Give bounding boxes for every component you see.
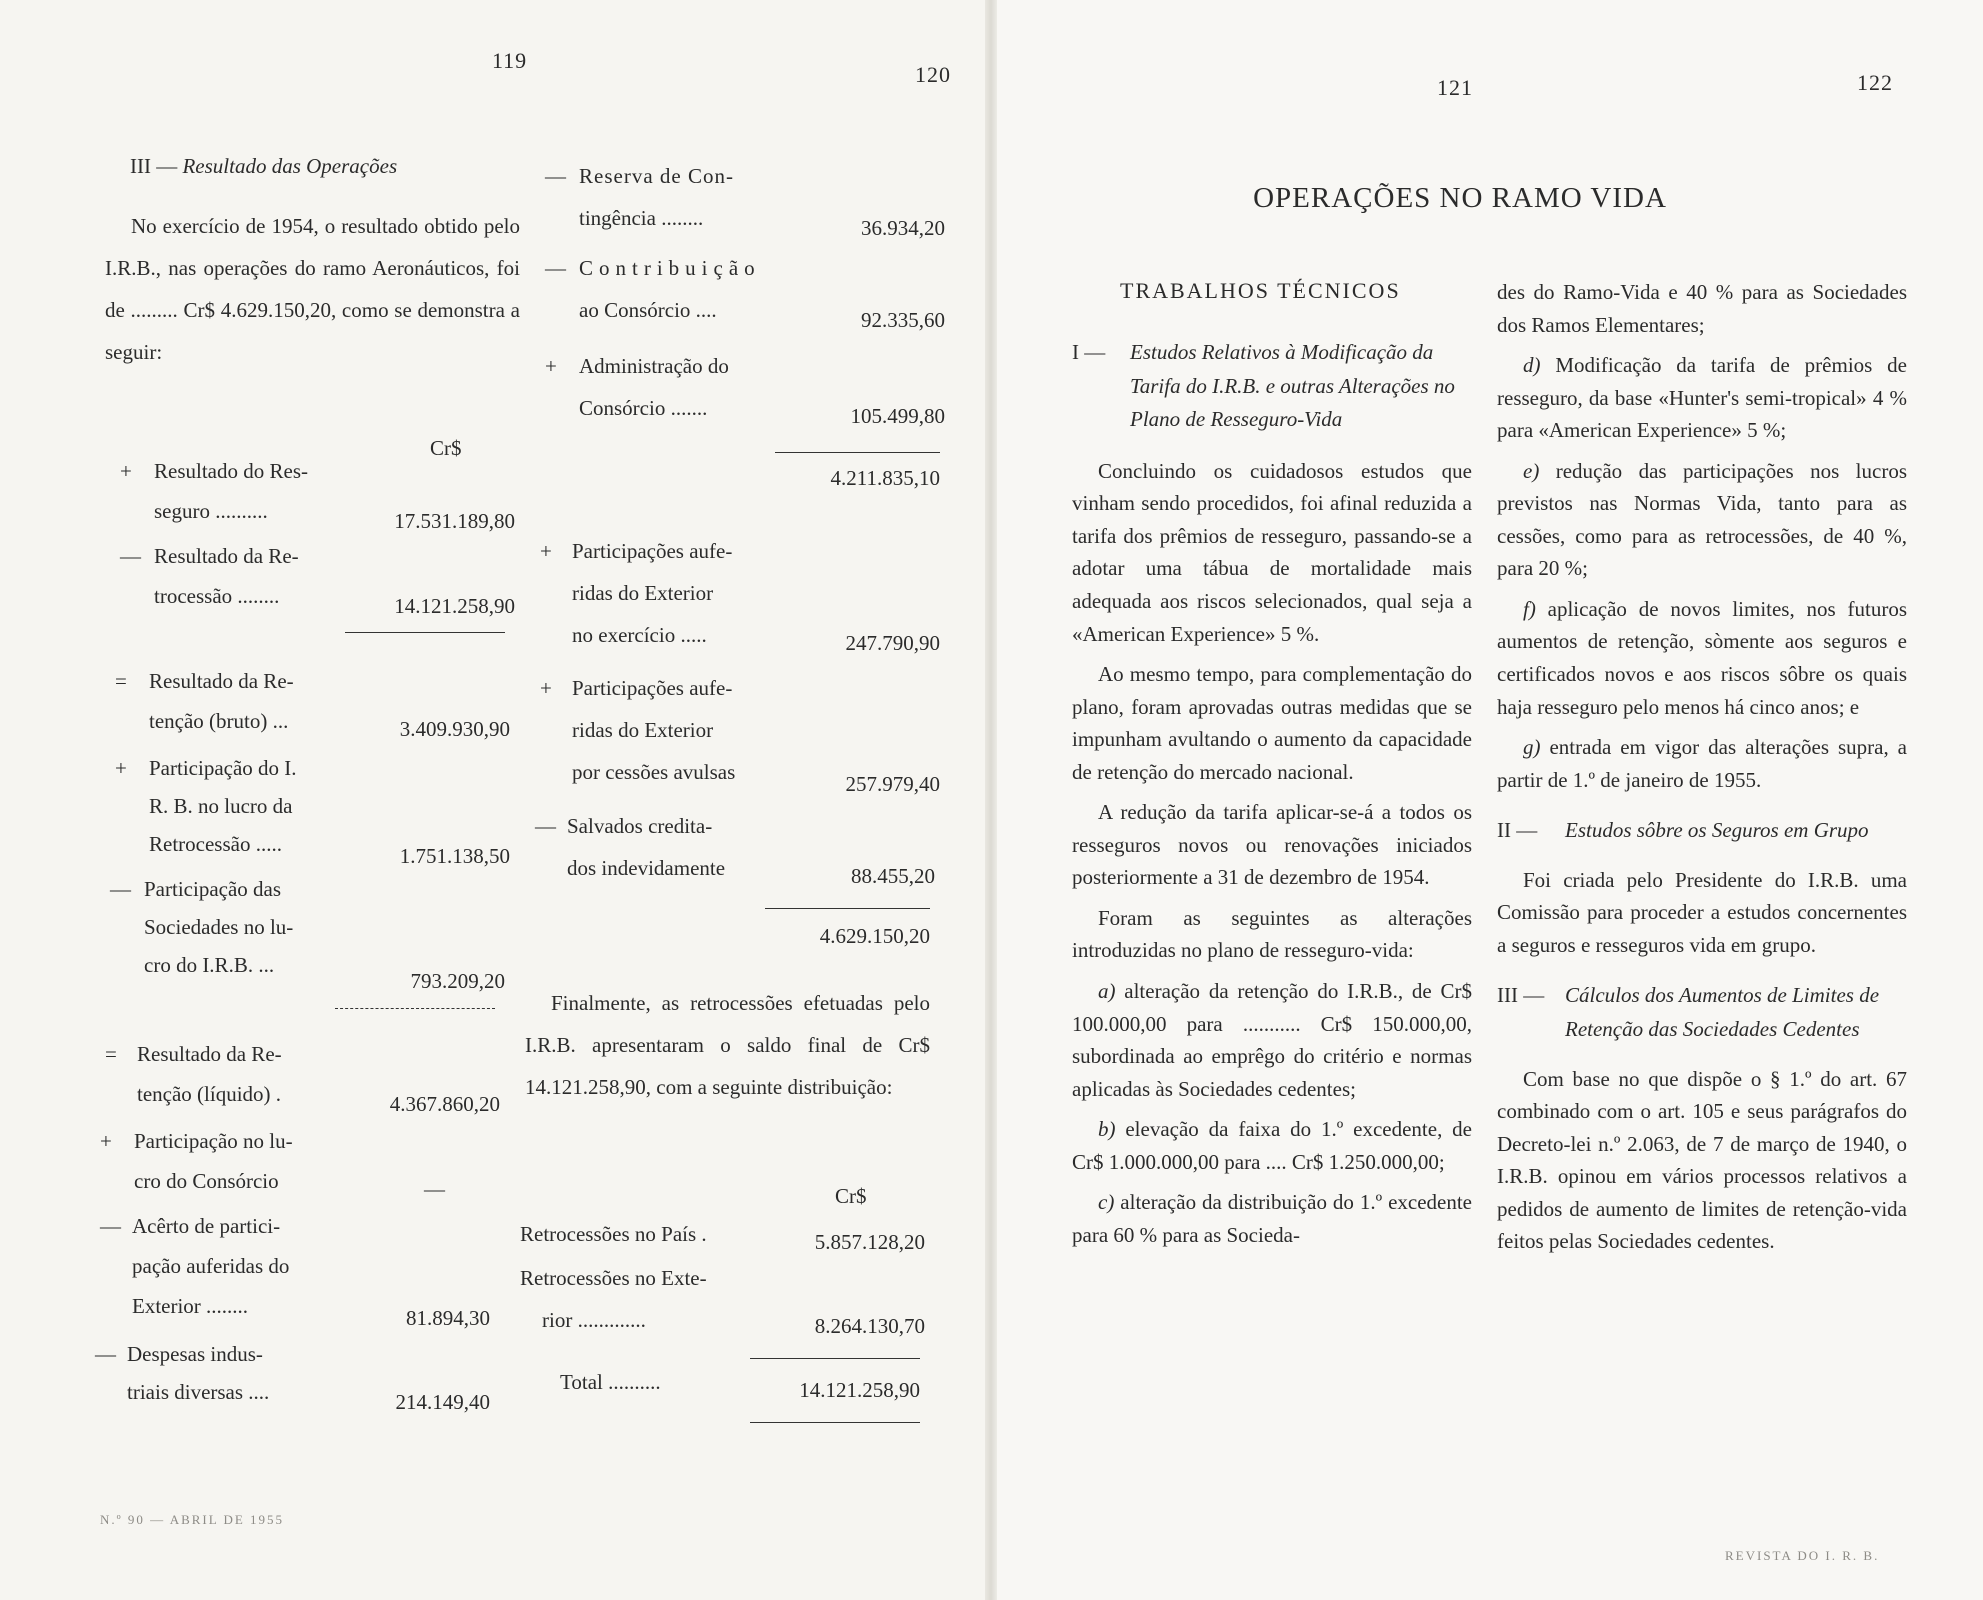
row-label: Retrocessões no Exte- xyxy=(520,1266,707,1290)
page-number-121: 121 xyxy=(1437,75,1473,100)
row-label: Salvados credita- xyxy=(567,814,713,838)
paragraph: Foi criada pelo Presidente do I.R.B. uma Comissão para proceder a estudos concernentes a seguros e resseguros vida em grupo. xyxy=(1497,867,1907,957)
list-item xyxy=(1497,731,1907,796)
currency-header xyxy=(835,1180,915,1213)
row-label: no exercício ..... xyxy=(572,623,707,647)
item-label: b) xyxy=(1098,1117,1116,1142)
row-sign: + xyxy=(540,676,552,700)
row-label: tenção (bruto) ... xyxy=(149,709,289,733)
row-sign: — xyxy=(110,877,131,901)
page-119-intro xyxy=(105,205,520,381)
rule-line xyxy=(345,632,505,633)
page-122-column xyxy=(1497,276,1907,1266)
row-label: Participações aufe- xyxy=(572,676,733,700)
item-text: alteração da retenção do I.R.B., de Cr$ 100.000,00 para ........... Cr$ 150.000,00, subordinada ao emprêgo do critério e normas aplicadas às Sociedades cedentes; xyxy=(1072,978,1472,1101)
row-label: cro do I.R.B. ... xyxy=(144,953,275,977)
row-label: Resultado do Res- xyxy=(154,459,308,483)
item-label: c) xyxy=(1098,1190,1115,1215)
row-label: ridas do Exterior xyxy=(572,581,714,605)
row-label: Administração do xyxy=(579,354,729,378)
row-label: pação auferidas do xyxy=(132,1254,290,1278)
total-amount: 4.629.150,20 xyxy=(819,924,930,948)
row-amount: 4.367.860,20 xyxy=(389,1092,500,1116)
ledger-row xyxy=(115,752,510,872)
row-label: dos indevidamente xyxy=(567,856,726,880)
row-label: Participações aufe- xyxy=(572,539,733,563)
row-label: R. B. no lucro da xyxy=(149,794,293,818)
section-title: Estudos sôbre os Seguros em Grupo xyxy=(1565,818,1869,843)
ledger-row xyxy=(100,1125,445,1205)
item-text: elevação da faixa do 1.º excedente, de Cr$ 1.000.000,00 para .... Cr$ 1.250.000,00; xyxy=(1072,1117,1473,1174)
item-text: redução das participações nos lucros previstos nas Normas Vida, tanto para as cessões, como para as retrocessões, de 40 %, para 20 %; xyxy=(1497,458,1907,581)
list-item xyxy=(1497,455,1907,585)
row-label: Sociedades no lu- xyxy=(144,915,294,939)
row-sign: — xyxy=(95,1342,116,1366)
section-title: Estudos Relativos à Modificação da Tarifa do I.R.B. e outras Alterações no Plano de Resseguro-Vida xyxy=(1130,340,1455,432)
item-text: Modificação da tarifa de prêmios de resseguro, da base «Hunter's semi-tropical» 4 % para «American Experience» 5 %; xyxy=(1497,353,1907,443)
page-number-122: 122 xyxy=(1857,70,1893,95)
item-text: aplicação de novos limites, nos futuros aumentos de retenção, sòmente aos seguros e certificados novos e aos riscos sôbre os quais haja resseguro pelo menos há cinco anos; e xyxy=(1497,596,1907,719)
item-label: a) xyxy=(1098,978,1116,1003)
item-label: e) xyxy=(1523,458,1540,483)
row-label: tingência ........ xyxy=(579,206,704,230)
row-amount: 214.149,40 xyxy=(395,1390,490,1414)
page-number-120: 120 xyxy=(915,62,951,87)
row-sign: — xyxy=(535,814,556,838)
row-label: Despesas indus- xyxy=(127,1342,263,1366)
paragraph: Com base no que dispõe o § 1.º do art. 67 combinado com o art. 105 e seus parágrafos do Decreto-lei n.º 2.063, de 7 de março de 1940, o I.R.B. opinou em vários processos relativos a pedidos de aumento de limites de retenção-vida feitos pelas Sociedades cedentes. xyxy=(1497,1066,1907,1254)
paragraph: Concluindo os cuidadosos estudos que vinham sendo procedidos, foi afinal reduzida a tarifa dos prêmios de resseguro, passando-se a adotar uma tábua de mortalidade mais adequada aos riscos selecionados, qual seja a «American Experience» 5 %. xyxy=(1072,458,1472,646)
row-amount: 257.979,40 xyxy=(845,772,940,796)
article-subtitle: TRABALHOS TÉCNICOS xyxy=(1120,278,1401,303)
row-amount: 3.409.930,90 xyxy=(399,717,510,741)
row-sign: = xyxy=(115,669,127,693)
row-label: Contribuição xyxy=(579,256,761,280)
section-number: III — xyxy=(1497,983,1545,1008)
page-121-column xyxy=(1072,336,1472,1259)
section-title: Cálculos dos Aumentos de Limites de Retenção das Sociedades Cedentes xyxy=(1565,983,1880,1042)
row-amount: 1.751.138,50 xyxy=(399,844,510,868)
total-label: Total .......... xyxy=(560,1370,661,1394)
section-heading xyxy=(1072,336,1472,437)
list-item xyxy=(1072,1113,1472,1178)
total-amount: 14.121.258,90 xyxy=(799,1378,920,1402)
distribution-row xyxy=(520,1262,925,1352)
row-sign: + xyxy=(120,459,132,483)
article-title: OPERAÇÕES NO RAMO VIDA xyxy=(1253,182,1667,214)
page-119-footer: N.º 90 — ABRIL DE 1955 xyxy=(100,1512,285,1527)
ledger-row xyxy=(545,160,945,240)
section-heading xyxy=(1497,979,1907,1046)
section-number: II — xyxy=(1497,818,1538,843)
row-label: Resultado da Re- xyxy=(137,1042,282,1066)
book-gutter xyxy=(985,0,997,1600)
row-label: Participação no lu- xyxy=(134,1129,293,1153)
ledger-row xyxy=(95,1338,490,1418)
subtotal-row xyxy=(770,462,940,498)
row-label: Consórcio ....... xyxy=(579,396,708,420)
intro-paragraph: No exercício de 1954, o resultado obtido pelo I.R.B., nas operações do ramo Aeronáuticos, foi de ......... Cr$ 4.629.150,20, como se demonstra a seguir: xyxy=(105,214,520,364)
currency-label: Cr$ xyxy=(835,1184,867,1208)
row-label: tenção (líquido) . xyxy=(137,1082,282,1106)
list-item xyxy=(1497,349,1907,447)
row-sign: + xyxy=(100,1129,112,1153)
section-heading xyxy=(1497,814,1907,848)
total-row xyxy=(760,920,930,956)
row-label: trocessão ........ xyxy=(154,584,280,608)
row-label: Resultado da Re- xyxy=(149,669,294,693)
section-number: III — xyxy=(130,154,178,178)
page-120-paragraph xyxy=(525,982,930,1116)
paragraph: A redução da tarifa aplicar-se-á a todos os resseguros novos ou renovações iniciados posteriormente a 31 de dezembro de 1954. xyxy=(1072,800,1472,890)
item-label: f) xyxy=(1523,596,1536,621)
row-label: Retrocessão ..... xyxy=(149,832,282,856)
row-sign: = xyxy=(105,1042,117,1066)
ledger-row xyxy=(540,672,940,796)
rule-line xyxy=(765,908,930,909)
row-sign: + xyxy=(545,354,557,378)
row-amount: 36.934,20 xyxy=(861,216,945,240)
rule-line xyxy=(335,1008,495,1009)
row-amount: 5.857.128,20 xyxy=(814,1230,925,1254)
page-119-heading xyxy=(130,150,520,183)
row-sign: — xyxy=(545,164,566,188)
ledger-row xyxy=(115,665,510,745)
row-amount: 105.499,80 xyxy=(850,404,945,428)
section-number: I — xyxy=(1072,340,1106,364)
rule-line xyxy=(750,1422,920,1423)
row-label: por cessões avulsas xyxy=(572,760,736,784)
distribution-row xyxy=(520,1218,925,1258)
total-row xyxy=(560,1366,920,1406)
row-label: Retrocessões no País . xyxy=(520,1222,707,1246)
row-amount: 92.335,60 xyxy=(861,308,945,332)
list-item xyxy=(1072,1186,1472,1251)
row-sign: + xyxy=(540,539,552,563)
paragraph: des do Ramo-Vida e 40 % para as Sociedades dos Ramos Elementares; xyxy=(1497,280,1907,337)
row-amount: 88.455,20 xyxy=(851,864,935,888)
row-label: rior ............. xyxy=(542,1308,646,1332)
row-sign: — xyxy=(100,1214,121,1238)
page-number-119: 119 xyxy=(492,48,528,73)
row-amount: 8.264.130,70 xyxy=(814,1314,925,1338)
ledger-row xyxy=(535,810,935,890)
row-amount: 247.790,90 xyxy=(845,631,940,655)
item-label: g) xyxy=(1523,735,1541,760)
row-label: Resultado da Re- xyxy=(154,544,299,568)
rule-line xyxy=(750,1358,920,1359)
row-label: cro do Consórcio xyxy=(134,1169,279,1193)
paragraph: Foram as seguintes as alterações introduzidas no plano de resseguro-vida: xyxy=(1072,905,1472,963)
row-label: Participação do I. xyxy=(149,756,297,780)
list-item xyxy=(1497,593,1907,723)
item-label: d) xyxy=(1523,353,1541,378)
rule-line xyxy=(775,452,940,453)
page-122-footer: REVISTA DO I. R. B. xyxy=(1725,1548,1880,1563)
item-text: entrada em vigor das alterações supra, a partir de 1.º de janeiro de 1955. xyxy=(1497,735,1908,792)
row-sign: — xyxy=(545,256,566,280)
ledger-row xyxy=(540,535,940,655)
row-label: ao Consórcio .... xyxy=(579,298,717,322)
row-label: Acêrto de partici- xyxy=(132,1214,281,1238)
row-amount: 17.531.189,80 xyxy=(394,509,515,533)
subtotal-amount: 4.211.835,10 xyxy=(830,466,940,490)
row-amount: 81.894,30 xyxy=(406,1306,490,1330)
row-label: seguro .......... xyxy=(154,499,268,523)
row-label: triais diversas .... xyxy=(127,1380,270,1404)
ledger-row xyxy=(120,540,515,620)
ledger-row xyxy=(100,1210,490,1330)
ledger-row xyxy=(105,1038,500,1118)
ledger-row xyxy=(120,455,515,535)
row-label: ridas do Exterior xyxy=(572,718,714,742)
distribution-paragraph: Finalmente, as retrocessões efetuadas pelo I.R.B. apresentaram o saldo final de Cr$ 14.121.258,90, com a seguinte distribuição: xyxy=(525,991,930,1099)
ledger-row xyxy=(545,350,945,430)
paragraph: Ao mesmo tempo, para complementação do plano, foram aprovadas outras medidas que se impunham avultando o aumento da capacidade de retenção do mercado nacional. xyxy=(1072,662,1472,784)
ledger-row xyxy=(545,252,945,332)
currency-label: Cr$ xyxy=(430,436,462,460)
row-sign: + xyxy=(115,756,127,780)
row-amount: 793.209,20 xyxy=(410,969,505,993)
row-label: Reserva de Con- xyxy=(579,164,734,188)
row-label: Participação das xyxy=(144,877,282,901)
row-amount: 14.121.258,90 xyxy=(394,594,515,618)
item-text: alteração da distribuição do 1.º excedente para 60 % para as Socieda- xyxy=(1072,1190,1473,1247)
section-title: Resultado das Operações xyxy=(182,154,398,178)
list-item xyxy=(1072,975,1472,1105)
row-label: Exterior ........ xyxy=(132,1294,249,1318)
ledger-row xyxy=(110,873,505,993)
row-amount: — xyxy=(424,1177,445,1201)
row-sign: — xyxy=(120,544,141,568)
